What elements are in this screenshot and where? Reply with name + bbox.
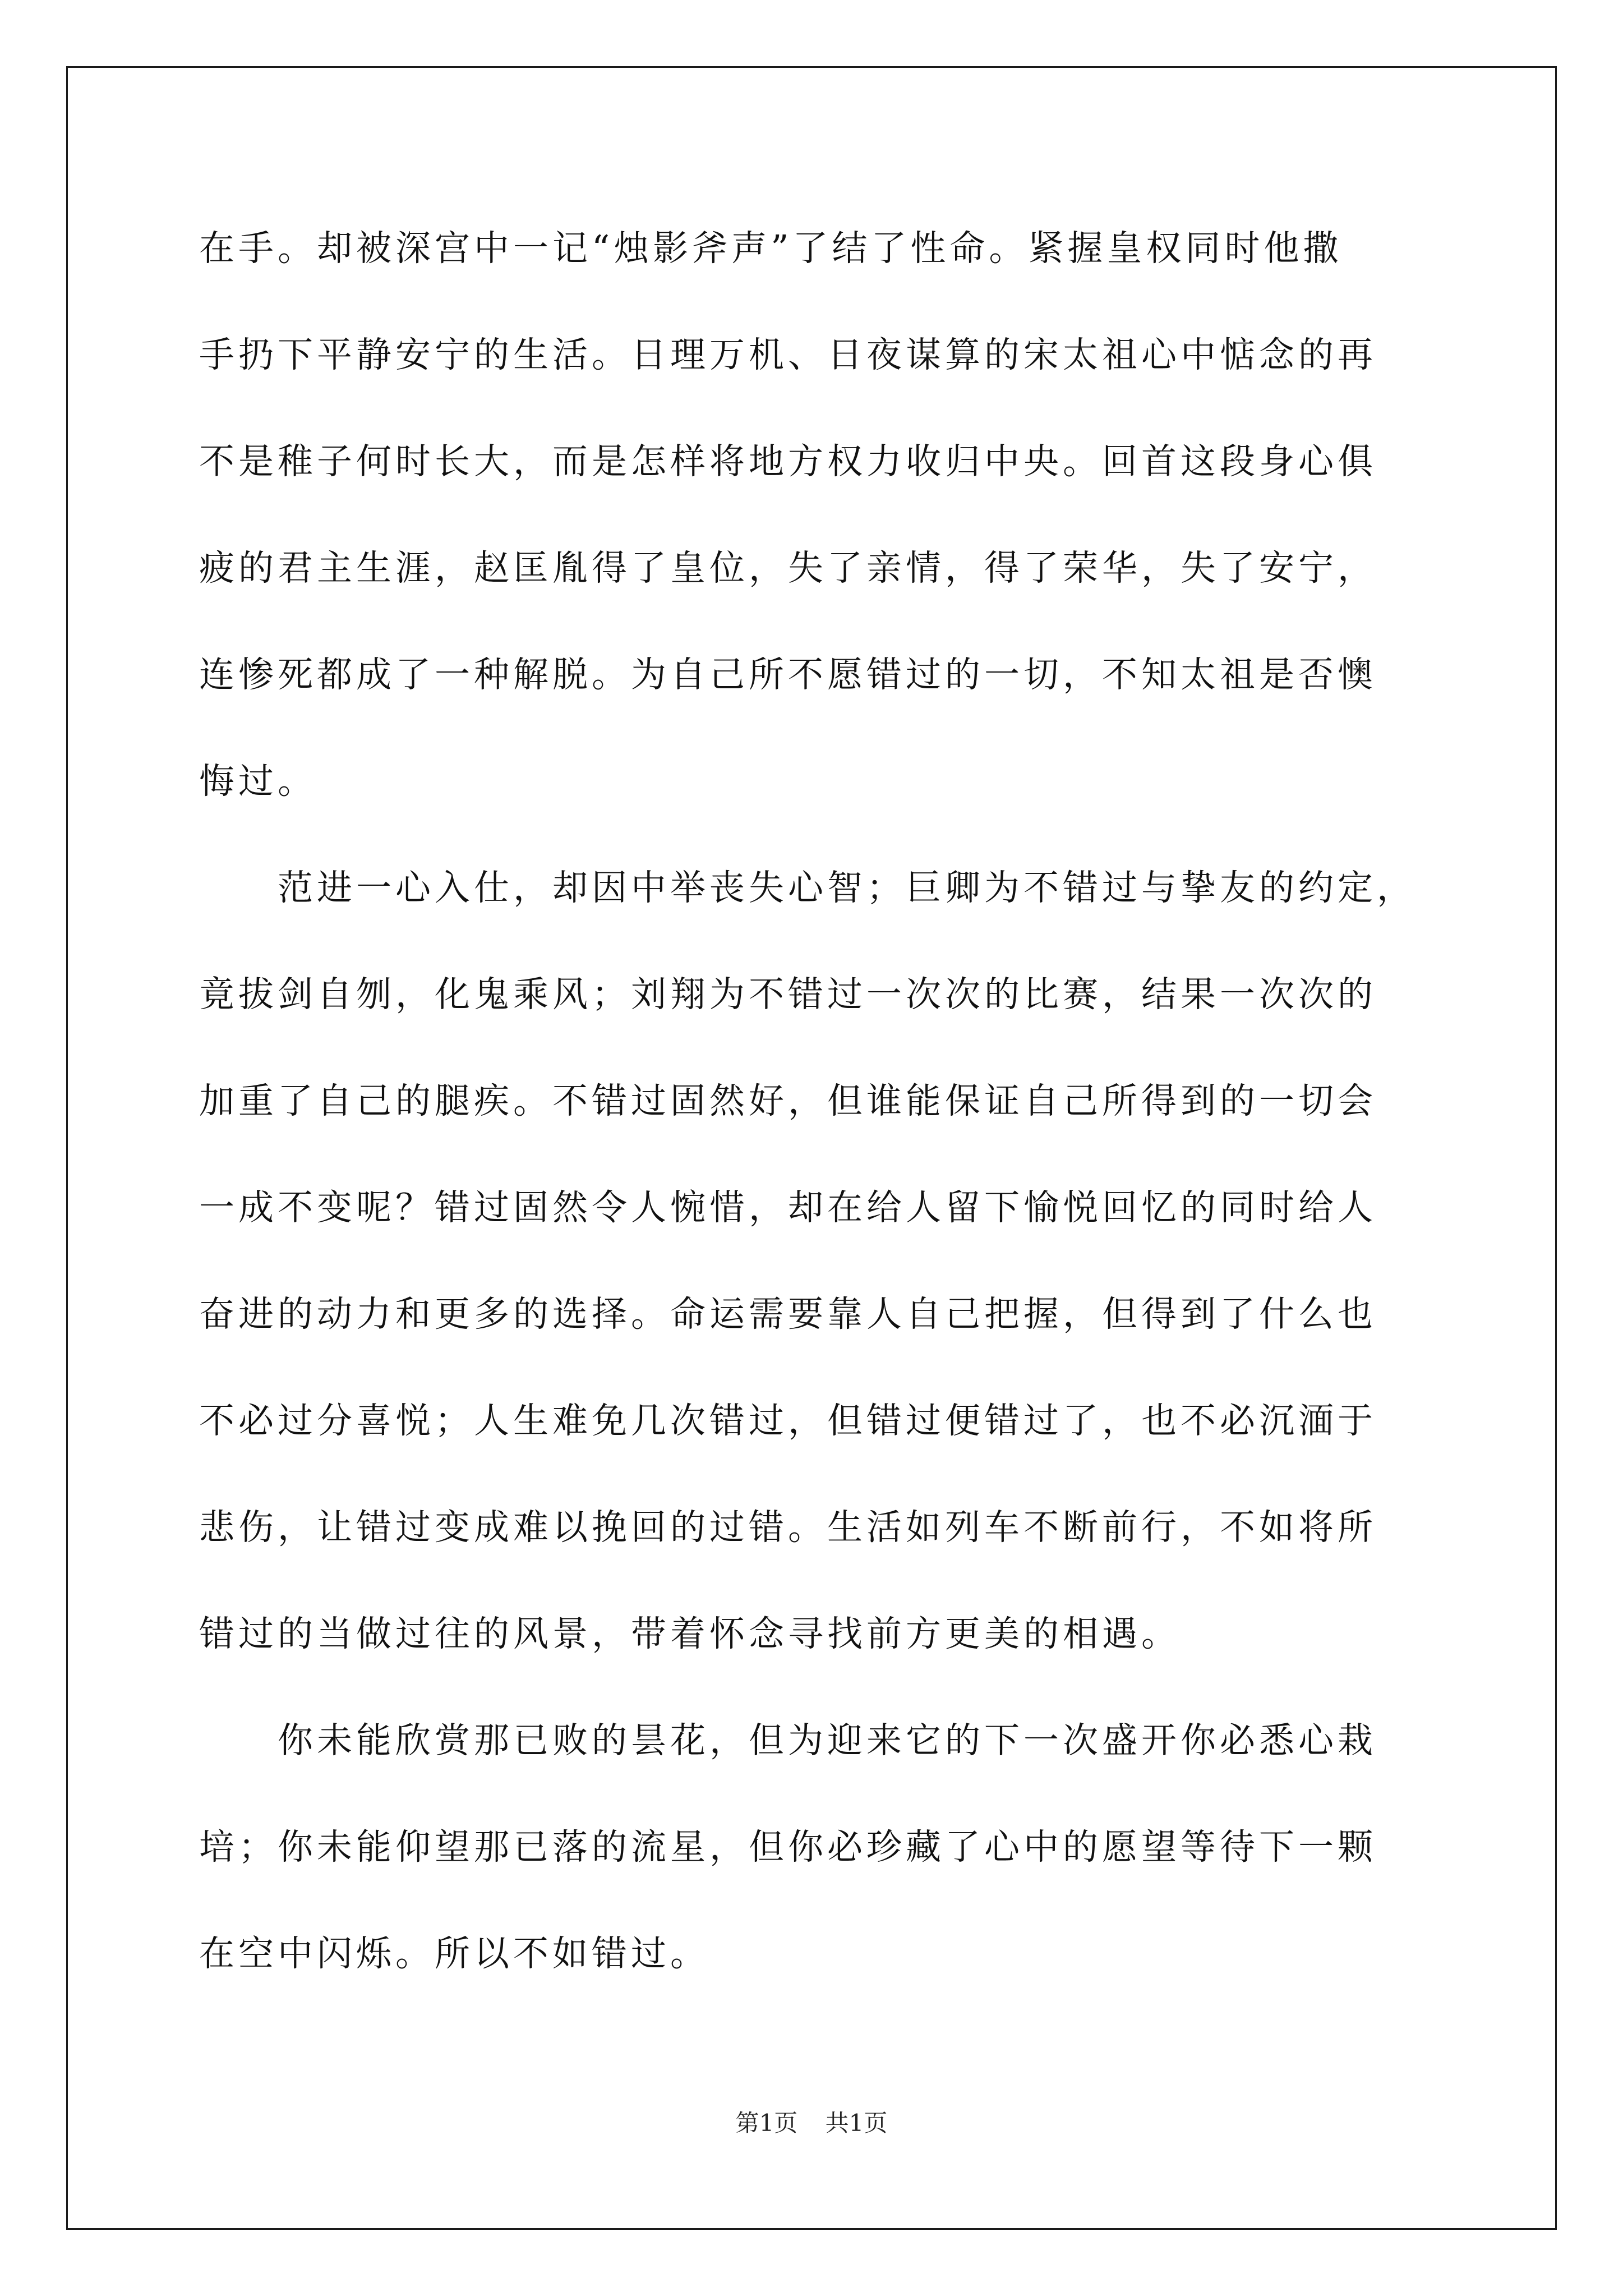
text-line: 竟拔剑自刎，化鬼乘风；刘翔为不错过一次次的比赛，结果一次次的 xyxy=(199,974,1377,1015)
text-line: 在手。却被深宫中一记“烛影斧声”了结了性命。紧握皇权同时他撒 xyxy=(199,228,1343,269)
text-line: 你未能欣赏那已败的昙花，但为迎来它的下一次盛开你必悉心栽 xyxy=(199,1720,1377,1761)
text-line: 加重了自己的腿疾。不错过固然好，但谁能保证自己所得到的一切会 xyxy=(199,1080,1377,1121)
text-line: 悔过。 xyxy=(199,761,317,802)
page-number: 第1页 xyxy=(735,2109,798,2137)
text-line: 连惨死都成了一种解脱。为自己所不愿错过的一切，不知太祖是否懊 xyxy=(199,654,1377,695)
document-body xyxy=(199,218,1433,2030)
page-footer xyxy=(0,2105,1623,2138)
text-line: 范进一心入仕，却因中举丧失心智；巨卿为不错过与挚友的约定， xyxy=(199,867,1416,908)
text-line: 不必过分喜悦；人生难免几次错过，但错过便错过了，也不必沉湎于 xyxy=(199,1400,1377,1441)
text-line: 一成不变呢？错过固然令人惋惜，却在给人留下愉悦回忆的同时给人 xyxy=(199,1187,1377,1228)
text-line: 错过的当做过往的风景，带着怀念寻找前方更美的相遇。 xyxy=(199,1613,1181,1654)
text-line: 不是稚子何时长大，而是怎样将地方权力收归中央。回首这段身心俱 xyxy=(199,441,1377,482)
text-line: 培；你未能仰望那已落的流星，但你必珍藏了心中的愿望等待下一颗 xyxy=(199,1826,1377,1867)
page-total: 共1页 xyxy=(825,2109,888,2137)
text-line: 悲伤，让错过变成难以挽回的过错。生活如列车不断前行，不如将所 xyxy=(199,1507,1377,1548)
text-line: 奋进的动力和更多的选择。命运需要靠人自己把握，但得到了什么也 xyxy=(199,1294,1377,1335)
text-line: 疲的君主生涯，赵匡胤得了皇位，失了亲情，得了荣华，失了安宁， xyxy=(199,547,1377,588)
text-line: 手扔下平静安宁的生活。日理万机、日夜谋算的宋太祖心中惦念的再 xyxy=(199,334,1377,375)
text-line: 在空中闪烁。所以不如错过。 xyxy=(199,1933,709,1974)
